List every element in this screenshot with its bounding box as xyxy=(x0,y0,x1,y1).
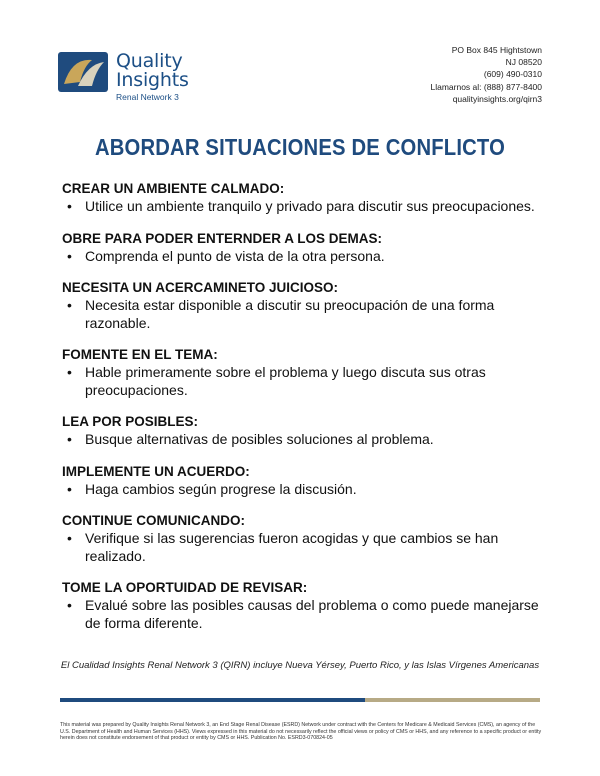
section-acercamiento-juicioso xyxy=(62,279,552,332)
bullet-icon: • xyxy=(67,364,72,380)
section-fomente-tema xyxy=(62,346,552,399)
bullet-icon: • xyxy=(67,597,72,613)
network-footnote: El Cualidad Insights Renal Network 3 (QIRN) incluye Nueva Yérsey, Puerto Rico, y las Islas Vírgenes Americanas xyxy=(60,660,540,671)
bullet-icon: • xyxy=(67,530,72,546)
list-item xyxy=(62,530,552,565)
divider-tan-segment xyxy=(365,698,540,702)
item-text: Busque alternativas de posibles soluciones al problema. xyxy=(85,431,434,447)
footer-divider xyxy=(60,698,540,702)
item-text: Necesita estar disponible a discutir su preocupación de una forma razonable. xyxy=(85,297,495,331)
section-heading: CREAR UN AMBIENTE CALMADO: xyxy=(62,181,285,196)
logo-subtitle: Renal Network 3 xyxy=(116,92,179,102)
bullet-icon: • xyxy=(67,198,72,214)
section-heading: TOME LA OPORTUIDAD DE REVISAR: xyxy=(62,580,308,595)
contact-phone: (609) 490-0310 xyxy=(483,69,542,80)
item-text: Haga cambios según progrese la discusión. xyxy=(85,480,357,497)
legal-disclaimer: This material was prepared by Quality Insights Renal Network 3, an End Stage Renal Disease (ESRD) Network under contract with the Centers for Medicare & Medicaid Services (CMS), an agency of the U.S. Department of Health and Human Services (HHS). Views expressed in this material do not necessarily reflect the official views or policy of CMS or HHS, and any reference to a specific product or entity herein does not constitute endorsement of that product or entity by CMS or HHS. Publication No. ESRD3-070824-05 xyxy=(60,722,542,742)
section-ambiente-calmado xyxy=(62,180,552,216)
bullet-icon: • xyxy=(67,480,72,497)
divider-blue-segment xyxy=(60,698,365,702)
contact-block xyxy=(430,44,542,105)
tips-list xyxy=(62,180,552,646)
contact-state-zip: NJ 08520 xyxy=(505,57,542,68)
list-item xyxy=(62,198,552,216)
section-heading: IMPLEMENTE UN ACUERDO: xyxy=(62,463,250,479)
list-item xyxy=(62,248,552,266)
item-text: Comprenda el punto de vista de la otra persona. xyxy=(85,247,385,264)
page-title: ABORDAR SITUACIONES DE CONFLICTO xyxy=(94,134,506,160)
section-entender-demas xyxy=(62,230,552,266)
section-heading: LEA POR POSIBLES: xyxy=(62,414,199,429)
bullet-icon: • xyxy=(67,297,72,313)
list-item xyxy=(62,297,552,332)
section-heading: NECESITA UN ACERCAMINETO JUICIOSO: xyxy=(62,280,339,295)
list-item xyxy=(62,597,552,632)
section-implemente-acuerdo xyxy=(62,463,552,499)
section-continue-comunicando xyxy=(62,512,552,565)
list-item xyxy=(62,364,552,399)
item-text: Evalué sobre las posibles causas del problema o como puede manejarse de forma diferente. xyxy=(85,597,539,631)
section-oportunidad-revisar xyxy=(62,579,552,632)
section-heading: CONTINUE COMUNICANDO: xyxy=(62,513,245,528)
section-lea-posibles xyxy=(62,413,552,449)
bullet-icon: • xyxy=(67,247,72,264)
logo-word-quality: Quality xyxy=(116,50,183,72)
contact-po-box: PO Box 845 Hightstown xyxy=(451,45,542,55)
section-heading: FOMENTE EN EL TEMA: xyxy=(62,347,218,362)
item-text: Utilice un ambiente tranquilo y privado para discutir sus preocupaciones. xyxy=(85,198,535,214)
logo-word-insights: Insights xyxy=(116,69,189,91)
logo-mark-icon xyxy=(58,52,108,92)
item-text: Hable primeramente sobre el problema y luego discuta sus otras preocupaciones. xyxy=(85,364,486,398)
contact-website[interactable]: qualityinsights.org/qirn3 xyxy=(452,93,542,104)
item-text: Verifique si las sugerencias fueron acogidas y que cambios se han realizado. xyxy=(85,530,499,564)
list-item xyxy=(62,431,552,449)
contact-toll-free: Llamarnos al: (888) 877-8400 xyxy=(430,81,542,92)
section-heading: OBRE PARA PODER ENTERNDER A LOS DEMAS: xyxy=(62,230,383,246)
list-item xyxy=(62,481,552,499)
quality-insights-logo xyxy=(58,48,208,104)
bullet-icon: • xyxy=(67,431,72,447)
